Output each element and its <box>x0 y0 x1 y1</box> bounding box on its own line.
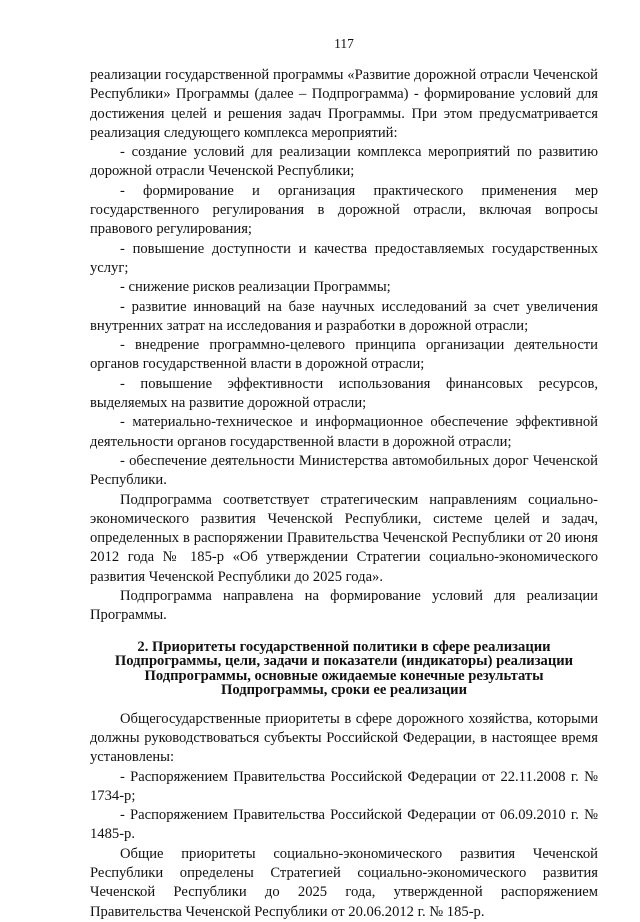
body-paragraph: Подпрограмма направлена на формирование условий для реализации Программы. <box>90 588 598 624</box>
heading-line: Подпрограммы, цели, задачи и показатели (индикаторы) реализации <box>114 653 574 670</box>
list-item: - формирование и организация практического применения мер государственного регулирования в дорожной отрасли, включая вопросы правового регулирования; <box>90 182 598 238</box>
list-item: - повышение эффективности использования финансовых ресурсов, выделяемых на развитие дорожной отрасли; <box>90 375 598 412</box>
list-item: - снижение рисков реализации Программы; <box>120 279 391 296</box>
heading-line: 2. Приоритеты государственной политики в сфере реализации <box>137 638 551 655</box>
body-paragraph: Общегосударственные приоритеты в сфере дорожного хозяйства, которыми должны руководствоваться субъекты Российской Федерации, в настоящее время установлены: <box>90 710 598 766</box>
list-item: - повышение доступности и качества предоставляемых государственных услуг; <box>90 240 598 276</box>
list-item: - Распоряжением Правительства Российской Федерации от 06.09.2010 г. № 1485-р. <box>90 807 598 843</box>
list-item: - внедрение программно-целевого принципа организации деятельности органов государственной власти в дорожной отрасли; <box>90 337 598 373</box>
heading-line: Подпрограммы, основные ожидаемые конечные результаты <box>144 667 544 684</box>
body-paragraph: Общие приоритеты социально-экономического развития Чеченской Республики определены Стратегией социально-экономического развития Чеченской Республики до 2025 года, утвержденной распоряжением Правительства Чеченской Республики от 20.06.2012 г. № 185-р. <box>90 845 598 920</box>
intro-paragraph: реализации государственной программы «Развитие дорожной отрасли Чеченской Республики» Программы (далее – Подпрограмма) - формирование условий для достижения целей и решения задач Программы. При этом предусматривается реализация следующего комплекса мероприятий: <box>90 67 598 141</box>
list-item: - создание условий для реализации комплекса мероприятий по развитию дорожной отрасли Чеченской Республики; <box>90 144 598 180</box>
section-heading <box>90 640 598 698</box>
list-item: - Распоряжением Правительства Российской Федерации от 22.11.2008 г. № 1734-р; <box>90 768 598 804</box>
page-number: 117 <box>334 36 354 51</box>
list-item: - материально-техническое и информационное обеспечение эффективной деятельности органов государственной власти в дорожной отрасли; <box>90 414 598 450</box>
list-item: - развитие инноваций на базе научных исследований за счет увеличения внутренних затрат на исследования и разработки в дорожной отрасли; <box>90 298 598 334</box>
heading-line: Подпрограммы, сроки ее реализации <box>220 682 467 699</box>
list-item: - обеспечение деятельности Министерства автомобильных дорог Чеченской Республики. <box>90 452 598 489</box>
body-paragraph: Подпрограмма соответствует стратегическим направлениям социально-экономического развития Чеченской Республики, системе целей и задач, определенных в распоряжении Правительства Чеченской Республики от 20 июня 2012 года № 185-р «Об утверждении Стратегии социально-экономического развития Чеченской Республики до 2025 года». <box>90 491 598 585</box>
